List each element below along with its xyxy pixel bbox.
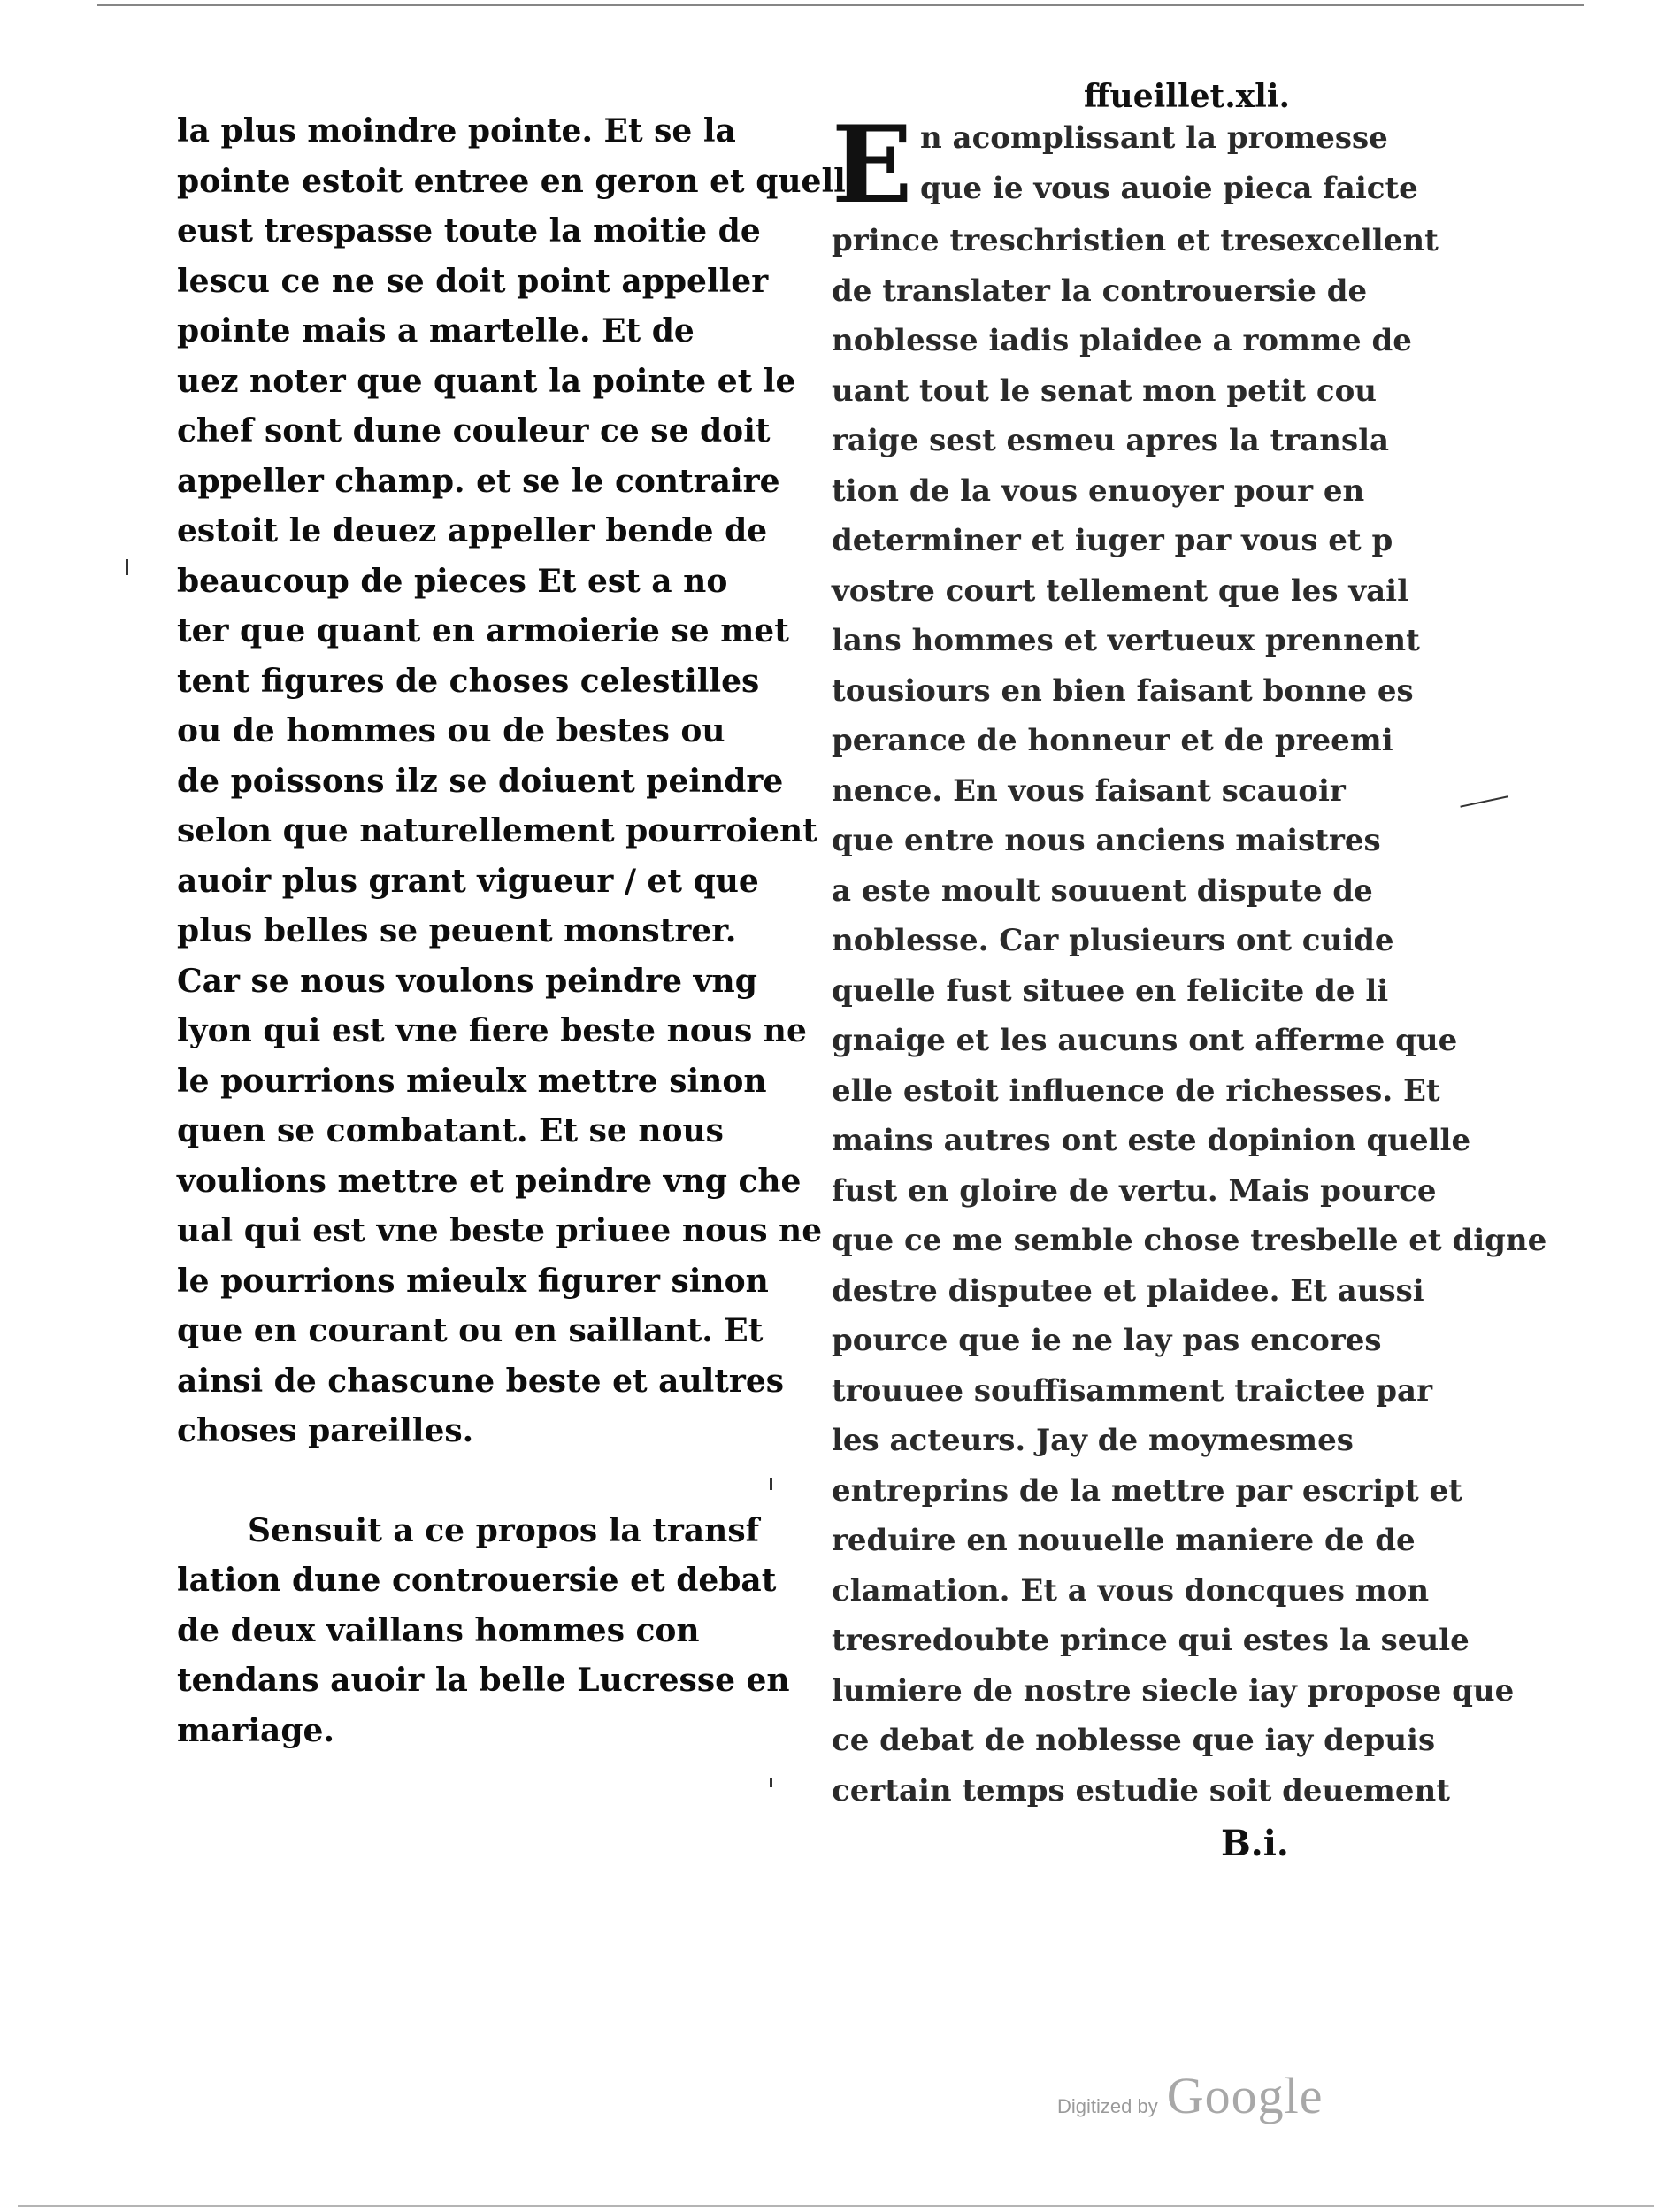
text-line: appeller champ. et se le contraire xyxy=(177,462,780,500)
text-line: determiner et iuger par vous et p xyxy=(832,523,1393,558)
text-line: fust en gloire de vertu. Mais pource xyxy=(832,1172,1437,1209)
digitized-by-label: Digitized by xyxy=(1057,2095,1158,2117)
text-line: Car se nous voulons peindre vng xyxy=(177,962,757,1000)
text-line: voulions mettre et peindre vng che xyxy=(177,1162,802,1200)
text-line: destre disputee et plaidee. Et aussi xyxy=(832,1272,1424,1309)
text-line: ainsi de chascune beste et aultres xyxy=(177,1362,785,1400)
text-line: ual qui est vne beste priuee nous ne xyxy=(177,1212,823,1249)
text-line: auoir plus grant vigueur / et que xyxy=(177,862,759,900)
text-line: beaucoup de pieces Et est a no xyxy=(177,562,728,600)
text-line: de translater la controuersie de xyxy=(832,273,1368,309)
text-line: tresredoubte prince qui estes la seule xyxy=(832,1623,1470,1658)
text-line: Sensuit a ce propos la transf xyxy=(248,1511,760,1549)
text-line: elle estoit influence de richesses. Et xyxy=(832,1072,1440,1109)
google-watermark xyxy=(1057,2066,1323,2128)
scan-speck xyxy=(770,1478,772,1490)
text-line: reduire en nouuelle maniere de de xyxy=(832,1523,1416,1558)
text-line: que en courant ou en saillant. Et xyxy=(177,1312,764,1349)
text-line: trouuee souffisamment traictee par xyxy=(832,1372,1433,1409)
text-line: tendans auoir la belle Lucresse en xyxy=(177,1662,790,1699)
text-line: lescu ce ne se doit point appeller xyxy=(177,262,769,300)
drop-capital: E xyxy=(832,103,913,227)
left-column xyxy=(177,106,866,1755)
text-line: gnaige et les aucuns ont afferme que xyxy=(832,1023,1458,1058)
text-line: estoit le deuez appeller bende de xyxy=(177,512,768,549)
text-line: que ce me semble chose tresbelle et digne xyxy=(832,1223,1547,1258)
text-line: de poissons ilz se doiuent peindre xyxy=(177,762,784,800)
dropcap-lines xyxy=(832,113,1442,213)
text-line: ter que quant en armoierie se met xyxy=(177,612,789,649)
text-line: eust trespasse toute la moitie de xyxy=(177,212,761,250)
text-line: nence. En vous faisant scauoir xyxy=(832,772,1346,809)
text-line: vostre court tellement que les vail xyxy=(832,572,1408,609)
text-line: uant tout le senat mon petit cou xyxy=(832,373,1377,409)
scan-edge-top xyxy=(97,4,1584,6)
google-logo: Google xyxy=(1166,2067,1324,2124)
scan-speck xyxy=(1460,795,1508,807)
right-column-text xyxy=(832,216,1547,1816)
text-line: le pourrions mieulx mettre sinon xyxy=(177,1062,767,1100)
text-line: entreprins de la mettre par escript et xyxy=(832,1472,1462,1509)
paragraph-gap xyxy=(177,1456,796,1506)
text-line: que ie vous auoie pieca faicte xyxy=(920,170,1418,206)
text-line: uez noter que quant la pointe et le xyxy=(177,362,796,400)
text-line: lyon qui est vne fiere beste nous ne xyxy=(177,1012,807,1049)
text-line: les acteurs. Jay de moymesmes xyxy=(832,1423,1354,1458)
text-line: choses pareilles. xyxy=(177,1412,474,1449)
text-line: noblesse iadis plaidee a romme de xyxy=(832,323,1412,358)
text-line: prince treschristien et tresexcellent xyxy=(832,223,1439,258)
text-line: n acomplissant la promesse xyxy=(920,120,1388,156)
text-line: a este moult souuent dispute de xyxy=(832,872,1373,909)
text-line: chef sont dune couleur ce se doit xyxy=(177,412,771,449)
scan-edge-bottom xyxy=(18,2205,1654,2207)
text-line: lans hommes et vertueux prennent xyxy=(832,623,1420,658)
text-line: tent figures de choses celestilles xyxy=(177,662,760,700)
text-line: mariage. xyxy=(177,1711,334,1749)
text-line: certain temps estudie soit deuement xyxy=(832,1772,1450,1809)
text-line: pointe estoit entree en geron et quelle xyxy=(177,162,866,200)
text-line: tousiours en bien faisant bonne es xyxy=(832,672,1414,709)
scan-speck xyxy=(770,1778,772,1787)
text-line: que entre nous anciens maistres xyxy=(832,823,1381,858)
text-line: lumiere de nostre siecle iay propose que xyxy=(832,1672,1515,1709)
text-line: lation dune controuersie et debat xyxy=(177,1562,777,1599)
text-line: plus belles se peuent monstrer. xyxy=(177,912,737,949)
text-line: le pourrions mieulx figurer sinon xyxy=(177,1262,769,1300)
text-line: la plus moindre pointe. Et se la xyxy=(177,112,736,150)
rubric-heading xyxy=(177,1506,796,1756)
text-line: noblesse. Car plusieurs ont cuide xyxy=(832,923,1394,958)
text-line: selon que naturellement pourroient xyxy=(177,812,817,849)
text-line: pource que ie ne lay pas encores xyxy=(832,1323,1382,1358)
text-line: tion de la vous enuoyer pour en xyxy=(832,472,1365,509)
text-line: quelle fust situee en felicite de li xyxy=(832,972,1389,1009)
right-column xyxy=(832,103,1547,1816)
text-line: pointe mais a martelle. Et de xyxy=(177,312,695,349)
text-line: quen se combatant. Et se nous xyxy=(177,1112,724,1149)
text-line: mains autres ont este dopinion quelle xyxy=(832,1123,1471,1158)
folio-number: ffueillet.xli. xyxy=(1084,78,1291,115)
text-line: perance de honneur et de preemi xyxy=(832,723,1393,758)
text-line: ce debat de noblesse que iay depuis xyxy=(832,1723,1436,1758)
scan-speck xyxy=(126,559,128,575)
left-column-text xyxy=(177,106,866,1456)
text-line: raige sest esmeu apres la transla xyxy=(832,423,1390,458)
text-line: de deux vaillans hommes con xyxy=(177,1611,700,1649)
text-line: clamation. Et a vous doncques mon xyxy=(832,1572,1430,1609)
text-line: ou de hommes ou de bestes ou xyxy=(177,712,725,749)
signature-mark: B.i. xyxy=(1221,1823,1289,1864)
